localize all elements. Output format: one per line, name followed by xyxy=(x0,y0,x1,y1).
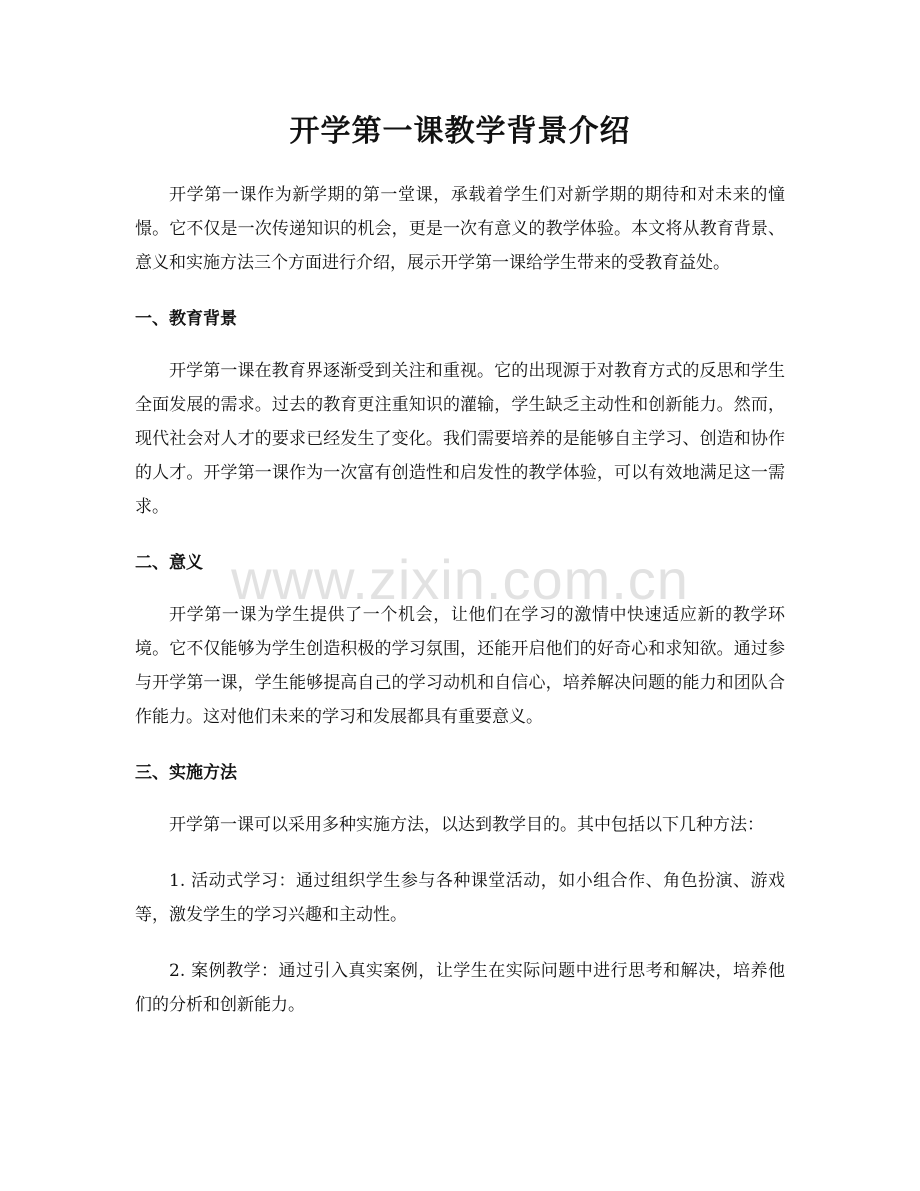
page-title: 开学第一课教学背景介绍 xyxy=(289,114,631,149)
section-paragraph-significance: 开学第一课为学生提供了一个机会，让他们在学习的激情中快速适应新的教学环境。它不仅能够为学生创造积极的学习氛围，还能开启他们的好奇心和求知欲。通过参与开学第一课，学生能够提高自己的学习动机和自信心，培养解决问题的能力和团队合作能力。这对他们未来的学习和发展都具有重要意义。 xyxy=(135,605,785,727)
list-item: 2. 案例教学：通过引入真实案例，让学生在实际问题中进行思考和解决，培养他们的分析和创新能力。 xyxy=(135,961,785,1015)
document-body xyxy=(135,178,785,1044)
section-heading-significance: 二、意义 xyxy=(135,553,203,573)
list-item: 1. 活动式学习：通过组织学生参与各种课堂活动，如小组合作、角色扮演、游戏等，激发学生的学习兴趣和主动性。 xyxy=(135,871,785,925)
section-heading-background: 一、教育背景 xyxy=(135,309,237,329)
watermark: www.zixin.com.cn xyxy=(231,548,689,611)
section-paragraph-background: 开学第一课在教育界逐渐受到关注和重视。它的出现源于对教育方式的反思和学生全面发展的需求。过去的教育更注重知识的灌输，学生缺乏主动性和创新能力。然而，现代社会对人才的要求已经发生了变化。我们需要培养的是能够自主学习、创造和协作的人才。开学第一课作为一次富有创造性和启发性的教学体验，可以有效地满足这一需求。 xyxy=(135,361,785,517)
section-paragraph-methods: 开学第一课可以采用多种实施方法，以达到教学目的。其中包括以下几种方法： xyxy=(169,815,764,835)
intro-paragraph: 开学第一课作为新学期的第一堂课，承载着学生们对新学期的期待和对未来的憧憬。它不仅是一次传递知识的机会，更是一次有意义的教学体验。本文将从教育背景、意义和实施方法三个方面进行介绍，展示开学第一课给学生带来的受教育益处。 xyxy=(135,185,785,273)
section-heading-methods: 三、实施方法 xyxy=(135,763,237,783)
